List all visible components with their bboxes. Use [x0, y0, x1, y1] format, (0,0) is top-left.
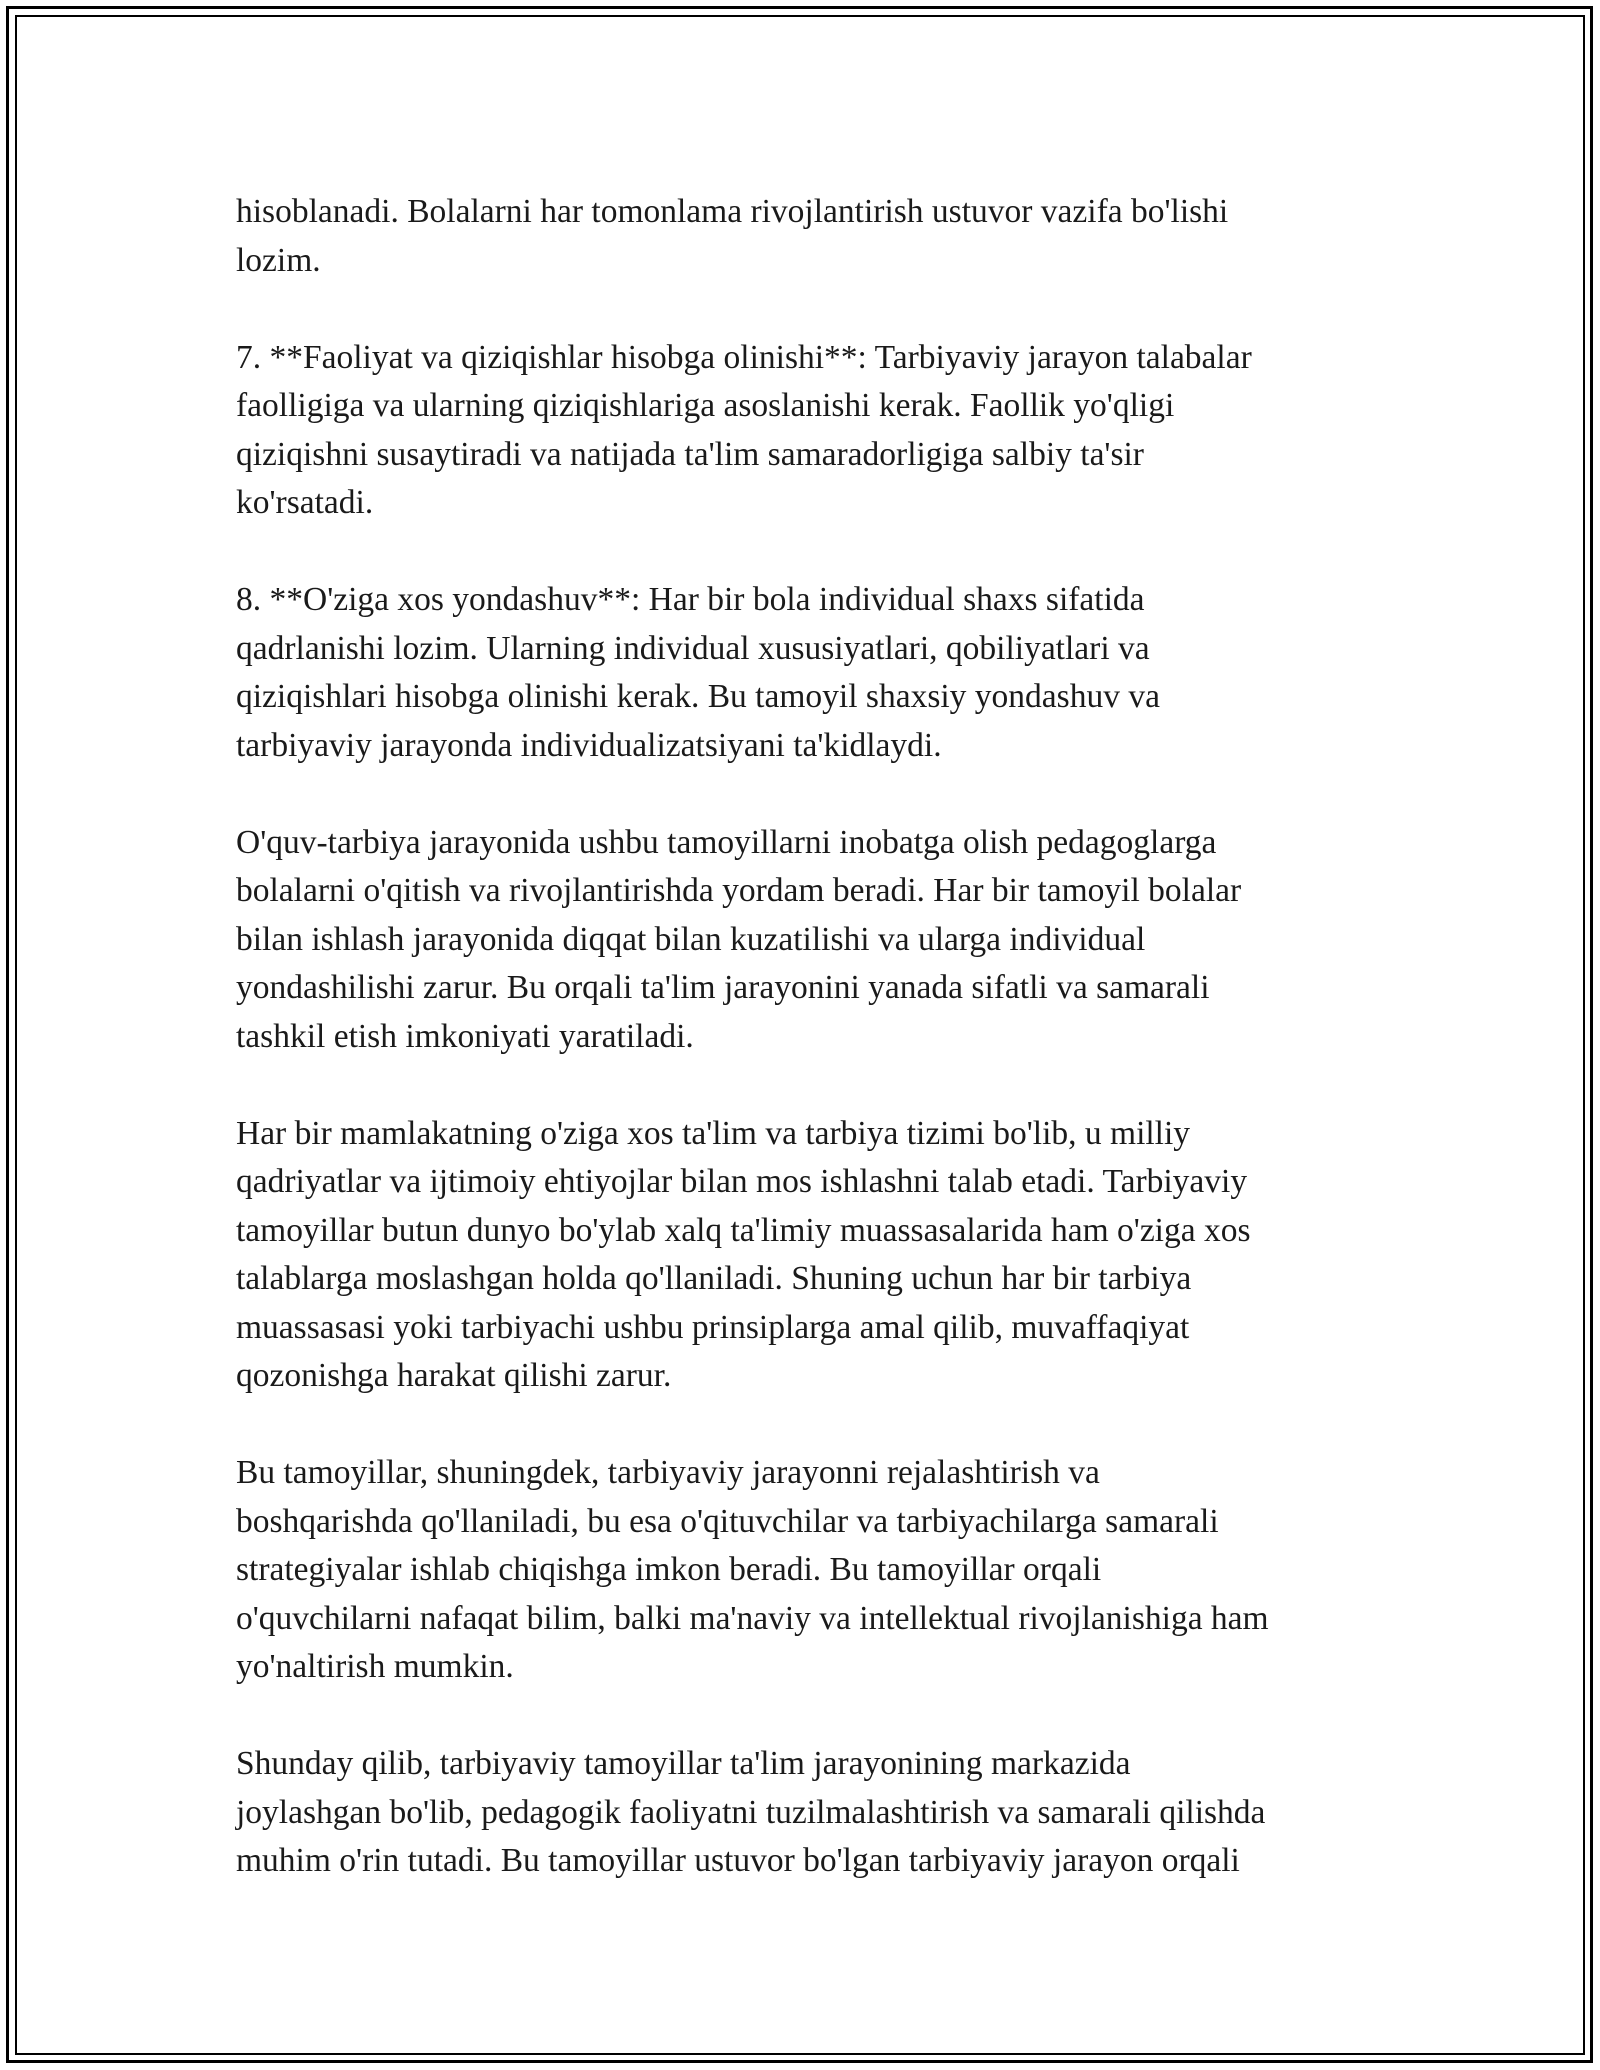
paragraph-1: hisoblanadi. Bolalarni har tomonlama rivojlantirish ustuvor vazifa bo'lishi lozim. [236, 193, 1229, 279]
paragraph-7: Shunday qilib, tarbiyaviy tamoyillar ta'lim jarayonining markazida joylashgan bo'lib, pedagogik faoliyatni tuzilmalashtirish va samarali qilishda muhim o'rin tutadi. Bu tamoyillar ustuvor bo'lgan tarbiyaviy jarayon orqali [236, 1745, 1266, 1879]
paragraph-6: Bu tamoyillar, shuningdek, tarbiyaviy jarayonni rejalashtirish va boshqarishda qo'llaniladi, bu esa o'qituvchilar va tarbiyachilarga samarali strategiyalar ishlab chiqishga imkon beradi. Bu tamoyillar orqali o'quvchilarni nafaqat bilim, balki ma'naviy va intellektual rivojlanishiga ham yo'naltirish mumkin. [236, 1454, 1269, 1685]
paragraph-4: O'quv-tarbiya jarayonida ushbu tamoyillarni inobatga olish pedagoglarga bolalarni o'qitish va rivojlantirishda yordam beradi. Har bir tamoyil bolalar bilan ishlash jarayonida diqqat bilan kuzatilishi va ularga individual yondashilishi zarur. Bu orqali ta'lim jarayonini yanada sifatli va samarali tashkil etish imkoniyati yaratiladi. [236, 823, 1242, 1055]
document-body [236, 188, 1376, 1886]
paragraph-2: 7. **Faoliyat va qiziqishlar hisobga olinishi**: Tarbiyaviy jarayon talabalar faolligiga va ularning qiziqishlariga asoslanishi kerak. Faollik yo'qligi qiziqishni susaytiradi va natijada ta'lim samaradorligiga salbiy ta'sir ko'rsatadi. [236, 338, 1252, 521]
paragraph-5: Har bir mamlakatning o'ziga xos ta'lim va tarbiya tizimi bo'lib, u milliy qadriyatlar va ijtimoiy ehtiyojlar bilan mos ishlashni talab etadi. Tarbiyaviy tamoyillar butun dunyo bo'ylab xalq ta'limiy muassasalarida ham o'ziga xos talablarga moslashgan holda qo'llaniladi. Shuning uchun har bir tarbiya muassasasi yoki tarbiyachi ushbu prinsiplarga amal qilib, muvaffaqiyat qozonishga harakat qilishi zarur. [236, 1114, 1251, 1394]
paragraph-3: 8. **O'ziga xos yondashuv**: Har bir bola individual shaxs sifatida qadrlanishi lozim. Ularning individual xususiyatlari, qobiliyatlari va qiziqishlari hisobga olinishi kerak. Bu tamoyil shaxsiy yondashuv va tarbiyaviy jarayonda individualizatsiyani ta'kidlaydi. [236, 581, 1160, 764]
